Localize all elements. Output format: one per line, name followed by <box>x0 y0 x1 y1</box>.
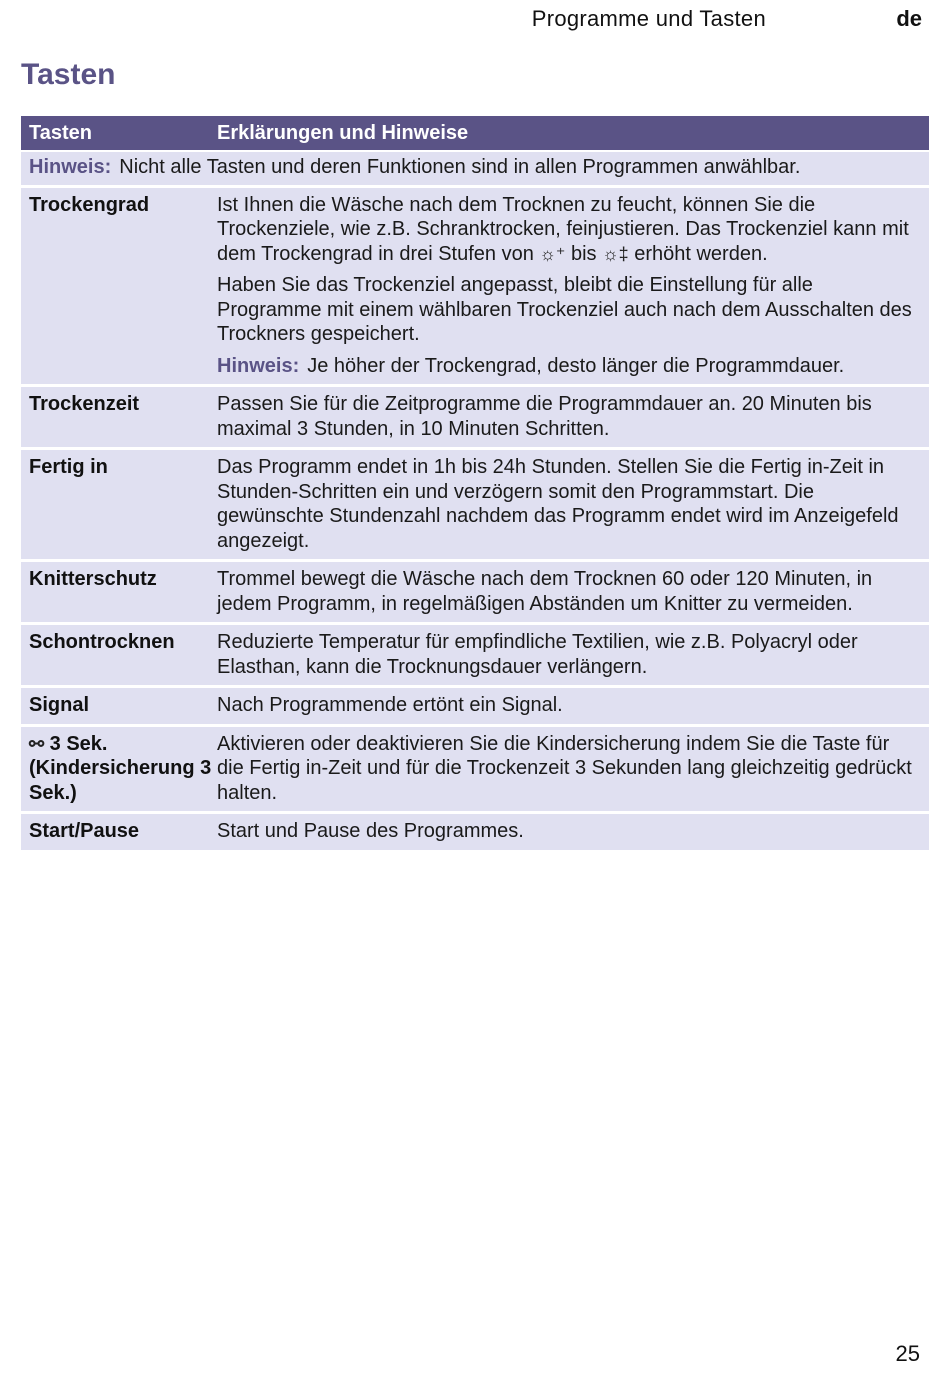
buttons-table <box>21 116 929 853</box>
button-name: Start/Pause <box>29 820 140 842</box>
page-number: 25 <box>895 1341 920 1366</box>
button-name-text: 3 Sek. (Kindersicherung 3 Sek.) <box>29 732 212 804</box>
table-header-buttons: Tasten <box>29 122 92 144</box>
description-text: bis <box>570 242 597 265</box>
button-description: Trommel bewegt die Wäsche nach dem Trocknen 60 oder 120 Minuten, in jedem Programm, in regelmäßigen Abständen um Knitter zu vermeiden. <box>217 568 873 615</box>
hint-text: Nicht alle Tasten und deren Funktionen sind in allen Programmen anwählbar. <box>119 156 801 178</box>
button-description: Das Programm endet in 1h bis 24h Stunden. Stellen Sie die Fertig in-Zeit in Stunden-Schritten ein und verzögern somit den Programmstart. Die gewünschte Stundenzahl nachdem das Programm endet wird im Anzeigefeld angezeigt. <box>217 456 899 552</box>
button-description: Reduzierte Temperatur für empfindliche Textilien, wie z.B. Polyacryl oder Elasthan, kann die Trocknungsdauer verlängern. <box>217 631 858 678</box>
button-description: Nach Programmende ertönt ein Signal. <box>217 694 563 716</box>
button-description: Start und Pause des Programmes. <box>217 820 524 842</box>
hint-label: Hinweis: <box>217 354 300 377</box>
table-row <box>21 688 929 727</box>
description-paragraph: Haben Sie das Trockenziel angepasst, bleibt die Einstellung für alle Programme mit einem wählbaren Trockenziel auch nach dem Ausschalten des Trockners gespeichert. <box>217 274 912 345</box>
hint-text: Je höher der Trockengrad, desto länger die Programmdauer. <box>307 354 845 377</box>
button-name: Fertig in <box>29 456 108 478</box>
table-header-explanations: Erklärungen und Hinweise <box>217 122 469 144</box>
table-hint <box>21 152 929 185</box>
description-paragraph <box>217 193 921 267</box>
table-row <box>21 625 929 688</box>
table-row <box>21 814 929 853</box>
table-hint-row <box>21 152 929 188</box>
button-description <box>217 188 929 385</box>
button-name <box>21 727 217 812</box>
key-icon: ⚯ <box>29 733 45 754</box>
table-row <box>21 727 929 815</box>
description-text: Ist Ihnen die Wäsche nach dem Trocknen zu feucht, können Sie die Trockenziele, wie z.B. Schranktrocken, feinjustieren. Das Trockenziel kann mit dem Trockengrad in drei Stufen von <box>217 193 909 265</box>
button-name: Trockenzeit <box>29 393 140 415</box>
table-row <box>21 387 929 450</box>
description-text: erhöht werden. <box>634 242 768 265</box>
button-name: Knitterschutz <box>29 568 157 590</box>
button-name: Schontrocknen <box>29 631 175 653</box>
button-description: Aktivieren oder deaktivieren Sie die Kindersicherung indem Sie die Taste für die Fertig in-Zeit und für die Trockenzeit 3 Sekunden lang gleichzeitig gedrückt halten. <box>217 732 912 804</box>
table-row <box>21 562 929 625</box>
button-name: Signal <box>29 694 90 716</box>
table-row <box>21 188 929 388</box>
page-title: Tasten <box>21 58 116 91</box>
table-row <box>21 450 929 562</box>
description-hint <box>217 354 921 379</box>
button-name: Trockengrad <box>29 193 150 216</box>
header-section-title: Programme und Tasten <box>531 6 766 31</box>
button-description: Passen Sie für die Zeitprogramme die Programmdauer an. 20 Minuten bis maximal 3 Stunden, in 10 Minuten Schritten. <box>217 393 872 440</box>
header-language-code: de <box>896 6 922 31</box>
hint-label: Hinweis: <box>29 156 112 178</box>
dry-level-low-icon: ☼⁺ <box>539 243 566 264</box>
dry-level-high-icon: ☼‡ <box>602 243 629 264</box>
table-header-row <box>21 116 929 152</box>
